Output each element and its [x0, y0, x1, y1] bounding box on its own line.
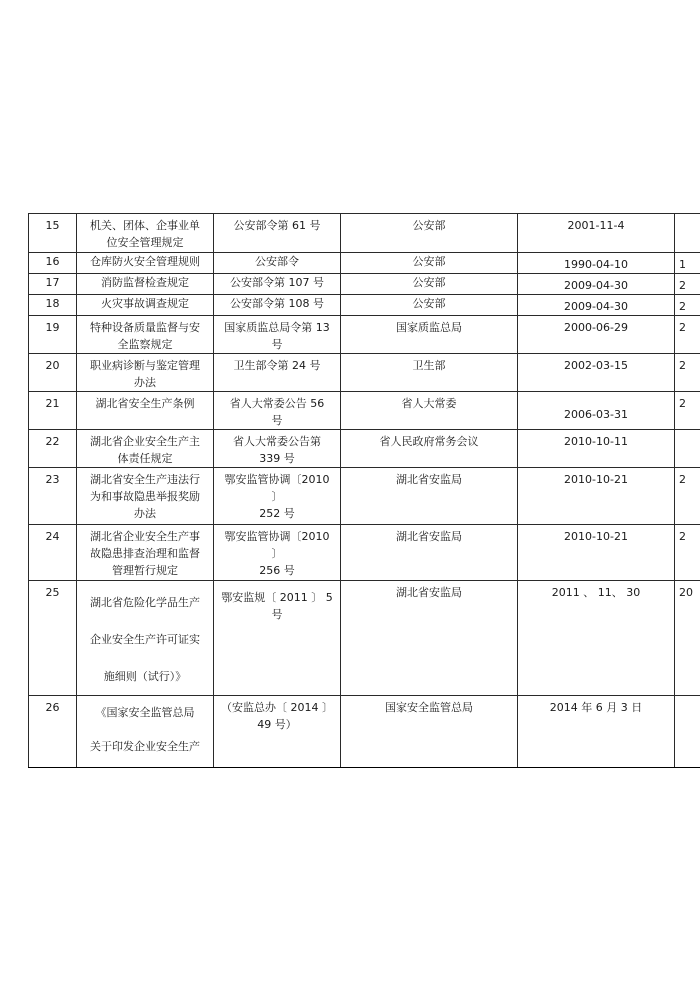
issue-date: 2010-10-21 — [518, 525, 675, 581]
row-number: 25 — [29, 581, 77, 696]
issuing-authority: 国家安全监管总局 — [341, 696, 518, 768]
regulation-title: 湖北省安全生产违法行 为和事故隐患举报奖励 办法 — [77, 468, 214, 525]
table-row — [29, 696, 700, 768]
regulations-table — [28, 213, 700, 768]
issue-date: 2006-03-31 — [518, 392, 675, 430]
table-row — [29, 214, 700, 253]
regulation-title: 湖北省企业安全生产事 故隐患排查治理和监督 管理暂行规定 — [77, 525, 214, 581]
document-number: 公安部令第 108 号 — [214, 295, 341, 316]
document-number: （安监总办〔 2014 〕 49 号） — [214, 696, 341, 768]
truncated-cell — [675, 696, 700, 768]
issuing-authority: 湖北省安监局 — [341, 581, 518, 696]
regulation-title: 《国家安全监管总局 关于印发企业安全生产 — [77, 696, 214, 768]
issue-date: 2000-06-29 — [518, 316, 675, 354]
issue-date: 2009-04-30 — [518, 295, 675, 316]
table-row — [29, 253, 700, 274]
regulation-title: 湖北省安全生产条例 — [77, 392, 214, 430]
document-number: 公安部令第 107 号 — [214, 274, 341, 295]
regulation-title: 机关、团体、企事业单 位安全管理规定 — [77, 214, 214, 253]
regulation-title: 仓库防火安全管理规则 — [77, 253, 214, 274]
table-row — [29, 295, 700, 316]
issuing-authority: 公安部 — [341, 295, 518, 316]
issue-date: 2009-04-30 — [518, 274, 675, 295]
table-row — [29, 316, 700, 354]
table-row — [29, 354, 700, 392]
row-number: 19 — [29, 316, 77, 354]
document-number: 公安部令 — [214, 253, 341, 274]
row-number: 26 — [29, 696, 77, 768]
row-number: 24 — [29, 525, 77, 581]
row-number: 15 — [29, 214, 77, 253]
document-number: 鄂安监管协调〔2010 〕 256 号 — [214, 525, 341, 581]
row-number: 18 — [29, 295, 77, 316]
table-body — [29, 214, 700, 768]
regulation-title: 消防监督检查规定 — [77, 274, 214, 295]
truncated-cell: 2 — [675, 525, 700, 581]
issuing-authority: 公安部 — [341, 214, 518, 253]
document-number: 省人大常委公告第 339 号 — [214, 430, 341, 468]
regulation-title: 火灾事故调查规定 — [77, 295, 214, 316]
truncated-cell: 2 — [675, 354, 700, 392]
row-number: 16 — [29, 253, 77, 274]
issuing-authority: 公安部 — [341, 274, 518, 295]
truncated-cell: 20 — [675, 581, 700, 696]
table-row — [29, 581, 700, 696]
table-row — [29, 274, 700, 295]
issuing-authority: 湖北省安监局 — [341, 525, 518, 581]
document-number: 省人大常委公告 56 号 — [214, 392, 341, 430]
row-number: 22 — [29, 430, 77, 468]
issue-date: 2014 年 6 月 3 日 — [518, 696, 675, 768]
truncated-cell — [675, 430, 700, 468]
document-number: 卫生部令第 24 号 — [214, 354, 341, 392]
document-number: 国家质监总局令第 13 号 — [214, 316, 341, 354]
issuing-authority: 湖北省安监局 — [341, 468, 518, 525]
truncated-cell — [675, 214, 700, 253]
document-number: 鄂安监规〔 2011 〕 5 号 — [214, 581, 341, 696]
issue-date: 2001-11-4 — [518, 214, 675, 253]
issuing-authority: 卫生部 — [341, 354, 518, 392]
row-number: 23 — [29, 468, 77, 525]
table-row — [29, 525, 700, 581]
regulation-title: 职业病诊断与鉴定管理 办法 — [77, 354, 214, 392]
row-number: 20 — [29, 354, 77, 392]
issuing-authority: 省人民政府常务会议 — [341, 430, 518, 468]
truncated-cell: 2 — [675, 468, 700, 525]
issue-date: 1990-04-10 — [518, 253, 675, 274]
truncated-cell: 2 — [675, 392, 700, 430]
truncated-cell: 1 — [675, 253, 700, 274]
row-number: 21 — [29, 392, 77, 430]
issuing-authority: 省人大常委 — [341, 392, 518, 430]
table-row — [29, 430, 700, 468]
issue-date: 2002-03-15 — [518, 354, 675, 392]
issue-date: 2010-10-21 — [518, 468, 675, 525]
truncated-cell: 2 — [675, 295, 700, 316]
document-number: 鄂安监管协调〔2010 〕 252 号 — [214, 468, 341, 525]
issue-date: 2011 、 11、 30 — [518, 581, 675, 696]
truncated-cell: 2 — [675, 274, 700, 295]
regulation-title: 湖北省危险化学品生产 企业安全生产许可证实 施细则（试行）》 — [77, 581, 214, 696]
issuing-authority: 公安部 — [341, 253, 518, 274]
regulation-title: 湖北省企业安全生产主 体责任规定 — [77, 430, 214, 468]
regulation-title: 特种设备质量监督与安 全监察规定 — [77, 316, 214, 354]
table-row — [29, 468, 700, 525]
document-number: 公安部令第 61 号 — [214, 214, 341, 253]
row-number: 17 — [29, 274, 77, 295]
issue-date: 2010-10-11 — [518, 430, 675, 468]
truncated-cell: 2 — [675, 316, 700, 354]
issuing-authority: 国家质监总局 — [341, 316, 518, 354]
table-row — [29, 392, 700, 430]
